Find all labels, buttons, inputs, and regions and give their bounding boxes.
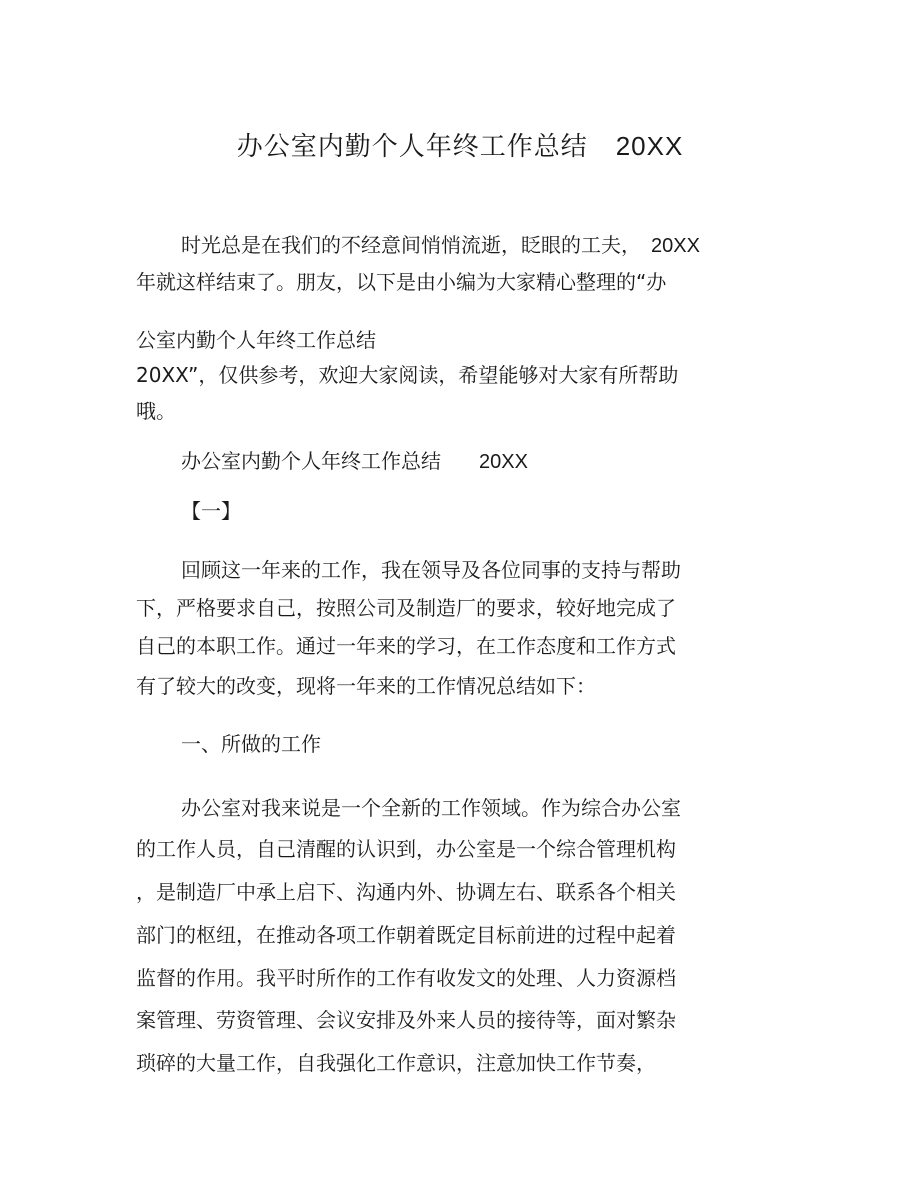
subtitle bbox=[181, 446, 528, 477]
paragraph-1-line-1: 回顾这一年来的工作，我在领导及各位同事的支持与帮助 bbox=[181, 558, 681, 582]
paragraph-1-line-4: 有了较大的改变，现将一年来的工作情况总结如下： bbox=[136, 674, 596, 698]
paragraph-2-line-6: 案管理、劳资管理、会议安排及外来人员的接待等，面对繁杂 bbox=[136, 1008, 676, 1032]
paragraph-2-line-1: 办公室对我来说是一个全新的工作领域。作为综合办公室 bbox=[181, 796, 681, 820]
section-marker: 【一】 bbox=[181, 499, 241, 523]
intro-line-1-year: 20XX bbox=[651, 235, 700, 257]
paragraph-2-line-2: 的工作人员，自己清醒的认识到，办公室是一个综合管理机构 bbox=[136, 837, 676, 861]
paragraph-2-line-4: 部门的枢纽，在推动各项工作朝着既定目标前进的过程中起着 bbox=[136, 923, 676, 947]
document-title bbox=[0, 126, 920, 167]
paragraph-2-line-3: ，是制造厂中承上启下、沟通内外、协调左右、联系各个相关 bbox=[136, 880, 676, 904]
heading-1: 一、所做的工作 bbox=[181, 732, 321, 756]
intro-line-4: 20XX”，仅供参考，欢迎大家阅读，希望能够对大家有所帮助 bbox=[136, 363, 679, 387]
intro-line-3: 公室内勤个人年终工作总结 bbox=[136, 328, 376, 352]
title-text: 办公室内勤个人年终工作总结 bbox=[236, 132, 588, 162]
paragraph-1-line-3: 自己的本职工作。通过一年来的学习，在工作态度和工作方式 bbox=[136, 634, 676, 658]
intro-line-5: 哦。 bbox=[136, 399, 176, 423]
paragraph-1-line-2: 下，严格要求自己，按照公司及制造厂的要求，较好地完成了 bbox=[136, 596, 676, 620]
paragraph-2-line-7: 琐碎的大量工作，自我强化工作意识，注意加快工作节奏， bbox=[136, 1051, 656, 1075]
subtitle-text: 办公室内勤个人年终工作总结 bbox=[181, 449, 441, 473]
intro-line-1 bbox=[181, 230, 700, 261]
paragraph-2-line-5: 监督的作用。我平时所作的工作有收发文的处理、人力资源档 bbox=[136, 966, 676, 990]
intro-line-2: 年就这样结束了。朋友，以下是由小编为大家精心整理的“办 bbox=[136, 270, 667, 294]
subtitle-year: 20XX bbox=[479, 451, 528, 473]
intro-line-1-text: 时光总是在我们的不经意间悄悄流逝，眨眼的工夫， bbox=[181, 233, 641, 257]
title-year: 20XX bbox=[615, 131, 684, 161]
